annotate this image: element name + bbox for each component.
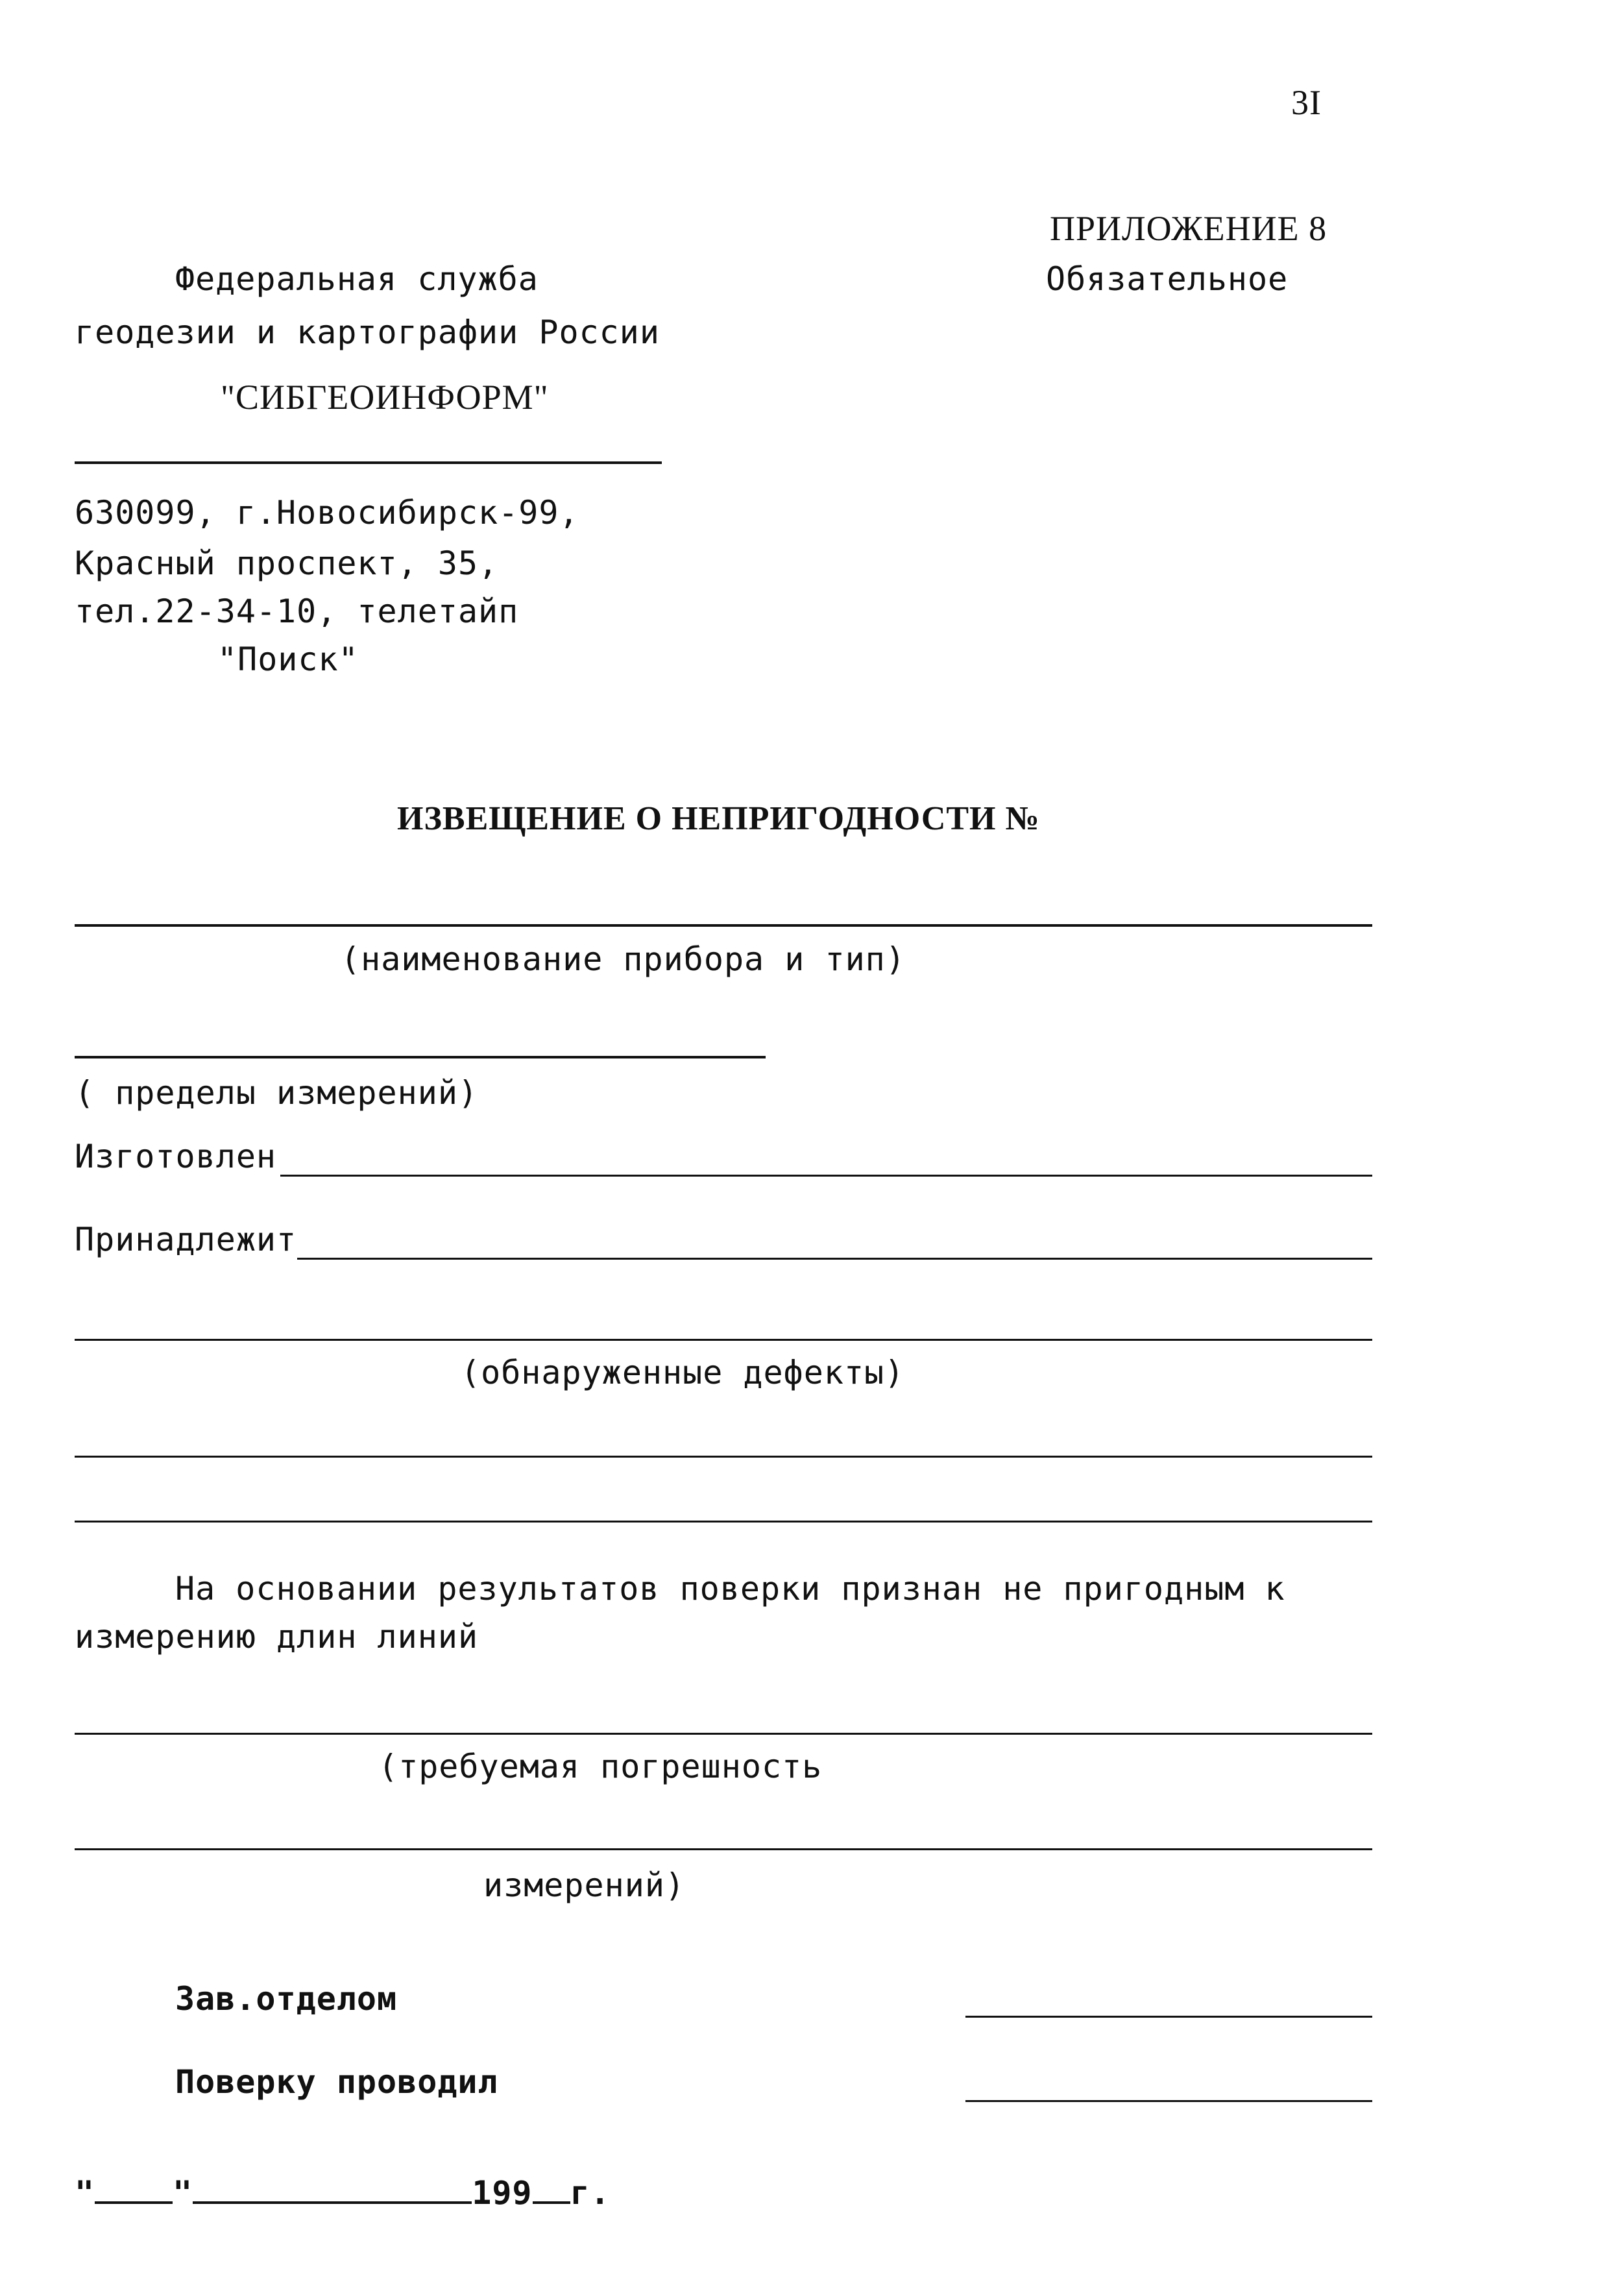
organization-divider — [75, 461, 662, 464]
date-day-blank — [95, 2173, 173, 2204]
accuracy-caption-line2: измерений) — [483, 1866, 686, 1904]
defects-blank-3 — [75, 1521, 1372, 1523]
verifier-signature-blank — [965, 2100, 1372, 2102]
limits-caption: ( пределы измерений) — [75, 1074, 479, 1112]
organization-line2: геодезии и картографии России — [75, 313, 660, 351]
conclusion-line2: измерению длин линий — [75, 1618, 479, 1656]
limits-blank — [75, 1056, 766, 1058]
appendix-status: Обязательное — [1046, 260, 1289, 298]
appendix-title: ПРИЛОЖЕНИЕ 8 — [1050, 209, 1327, 248]
device-name-blank — [75, 924, 1372, 927]
date-year-prefix: 199 — [472, 2174, 533, 2212]
conclusion-line1: На основании результатов поверки признан не пригодным к — [175, 1570, 1285, 1608]
address-line3: тел.22-34-10, телетайп — [75, 593, 519, 630]
date-month-blank — [193, 2173, 472, 2204]
defects-blank-2 — [75, 1456, 1372, 1458]
manufactured-label: Изготовлен — [75, 1138, 277, 1175]
manufactured-blank — [280, 1175, 1372, 1177]
date-year-blank — [533, 2173, 570, 2204]
address-line1: 630099, г.Новосибирск-99, — [75, 494, 579, 532]
address-line2: Красный проспект, 35, — [75, 544, 499, 582]
defects-blank — [75, 1339, 1372, 1341]
date-line — [75, 2173, 611, 2212]
organization-line1: Федеральная служба — [175, 260, 539, 298]
date-open-quote: " — [75, 2174, 95, 2212]
accuracy-blank-2 — [75, 1848, 1372, 1850]
belongs-blank — [297, 1258, 1372, 1260]
accuracy-caption-line1: (требуемая погрешность — [378, 1748, 823, 1785]
head-of-department-label: Зав.отделом — [175, 1980, 398, 2018]
device-caption: (наименование прибора и тип) — [341, 940, 906, 978]
date-year-suffix: г. — [570, 2174, 611, 2212]
defects-caption: (обнаруженные дефекты) — [461, 1354, 905, 1391]
head-signature-blank — [965, 2016, 1372, 2018]
address-line4: "Поиск" — [217, 641, 359, 678]
page-number: 3I — [1291, 83, 1322, 122]
notice-title: ИЗВЕЩЕНИЕ О НЕПРИГОДНОСТИ № — [397, 800, 1040, 837]
accuracy-blank — [75, 1733, 1372, 1735]
verifier-label: Поверку проводил — [175, 2063, 498, 2101]
organization-name: "СИБГЕОИНФОРМ" — [221, 378, 549, 417]
belongs-label: Принадлежит — [75, 1221, 297, 1258]
date-close-quote: " — [173, 2174, 193, 2212]
